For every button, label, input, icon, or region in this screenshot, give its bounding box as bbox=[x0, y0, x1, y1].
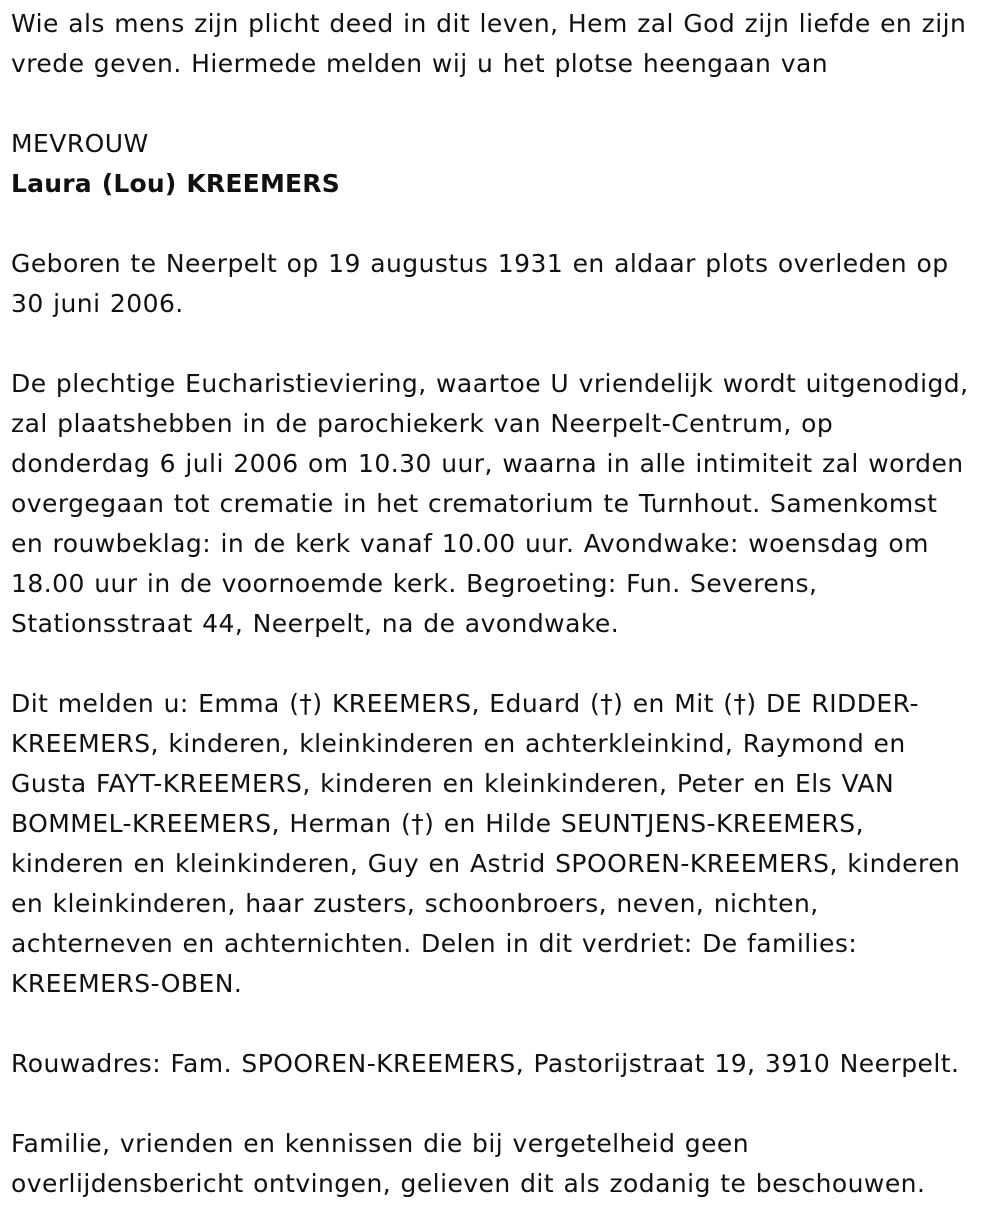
family-line: en kleinkinderen, haar zusters, schoonbroers, neven, nichten, bbox=[11, 889, 819, 918]
spacer bbox=[11, 644, 993, 684]
family-line: kinderen en kleinkinderen, Guy en Astrid SPOOREN-KREEMERS, kinderen bbox=[11, 849, 961, 878]
ceremony-line: De plechtige Eucharistieviering, waartoe U vriendelijk wordt uitgenodigd, bbox=[11, 369, 969, 398]
family-line: KREEMERS, kinderen, kleinkinderen en achterkleinkind, Raymond en bbox=[11, 729, 906, 758]
spacer bbox=[11, 84, 993, 124]
deceased-title: MEVROUW bbox=[11, 129, 149, 158]
mourning-address: Rouwadres: Fam. SPOOREN-KREEMERS, Pastorijstraat 19, 3910 Neerpelt. bbox=[11, 1049, 960, 1078]
birth-death-line-2: 30 juni 2006. bbox=[11, 289, 184, 318]
family-line: achterneven en achternichten. Delen in dit verdriet: De families: bbox=[11, 929, 858, 958]
closing-line-1: Familie, vrienden en kennissen die bij vergetelheid geen bbox=[11, 1129, 750, 1158]
intro-line-1: Wie als mens zijn plicht deed in dit leven, Hem zal God zijn liefde en zijn bbox=[11, 9, 967, 38]
address-paragraph bbox=[11, 1044, 993, 1084]
ceremony-line: en rouwbeklag: in de kerk vanaf 10.00 uur. Avondwake: woensdag om bbox=[11, 529, 929, 558]
spacer bbox=[11, 1084, 993, 1124]
intro-line-2: vrede geven. Hiermede melden wij u het plotse heengaan van bbox=[11, 49, 829, 78]
ceremony-line: 18.00 uur in de voornoemde kerk. Begroeting: Fun. Severens, bbox=[11, 569, 818, 598]
birth-death-line-1: Geboren te Neerpelt op 19 augustus 1931 en aldaar plots overleden op bbox=[11, 249, 949, 278]
family-line: Dit melden u: Emma (†) KREEMERS, Eduard (†) en Mit (†) DE RIDDER- bbox=[11, 689, 919, 718]
closing-line-2: overlijdensbericht ontvingen, gelieven dit als zodanig te beschouwen. bbox=[11, 1169, 926, 1198]
spacer bbox=[11, 324, 993, 364]
ceremony-line: zal plaatshebben in de parochiekerk van Neerpelt-Centrum, op bbox=[11, 409, 834, 438]
spacer bbox=[11, 1004, 993, 1044]
family-paragraph bbox=[11, 684, 993, 1004]
ceremony-line: overgegaan tot crematie in het crematorium te Turnhout. Samenkomst bbox=[11, 489, 938, 518]
family-line: BOMMEL-KREEMERS, Herman (†) en Hilde SEUNTJENS-KREEMERS, bbox=[11, 809, 864, 838]
birth-death-paragraph bbox=[11, 244, 993, 324]
ceremony-paragraph bbox=[11, 364, 993, 644]
obituary-document bbox=[11, 4, 993, 1204]
family-line: Gusta FAYT-KREEMERS, kinderen en kleinkinderen, Peter en Els VAN bbox=[11, 769, 895, 798]
deceased-name: Laura (Lou) KREEMERS bbox=[11, 169, 340, 198]
family-line: KREEMERS-OBEN. bbox=[11, 969, 243, 998]
deceased-block bbox=[11, 124, 993, 204]
spacer bbox=[11, 204, 993, 244]
intro-paragraph bbox=[11, 4, 993, 84]
ceremony-line: Stationsstraat 44, Neerpelt, na de avondwake. bbox=[11, 609, 620, 638]
ceremony-line: donderdag 6 juli 2006 om 10.30 uur, waarna in alle intimiteit zal worden bbox=[11, 449, 964, 478]
closing-paragraph bbox=[11, 1124, 993, 1204]
